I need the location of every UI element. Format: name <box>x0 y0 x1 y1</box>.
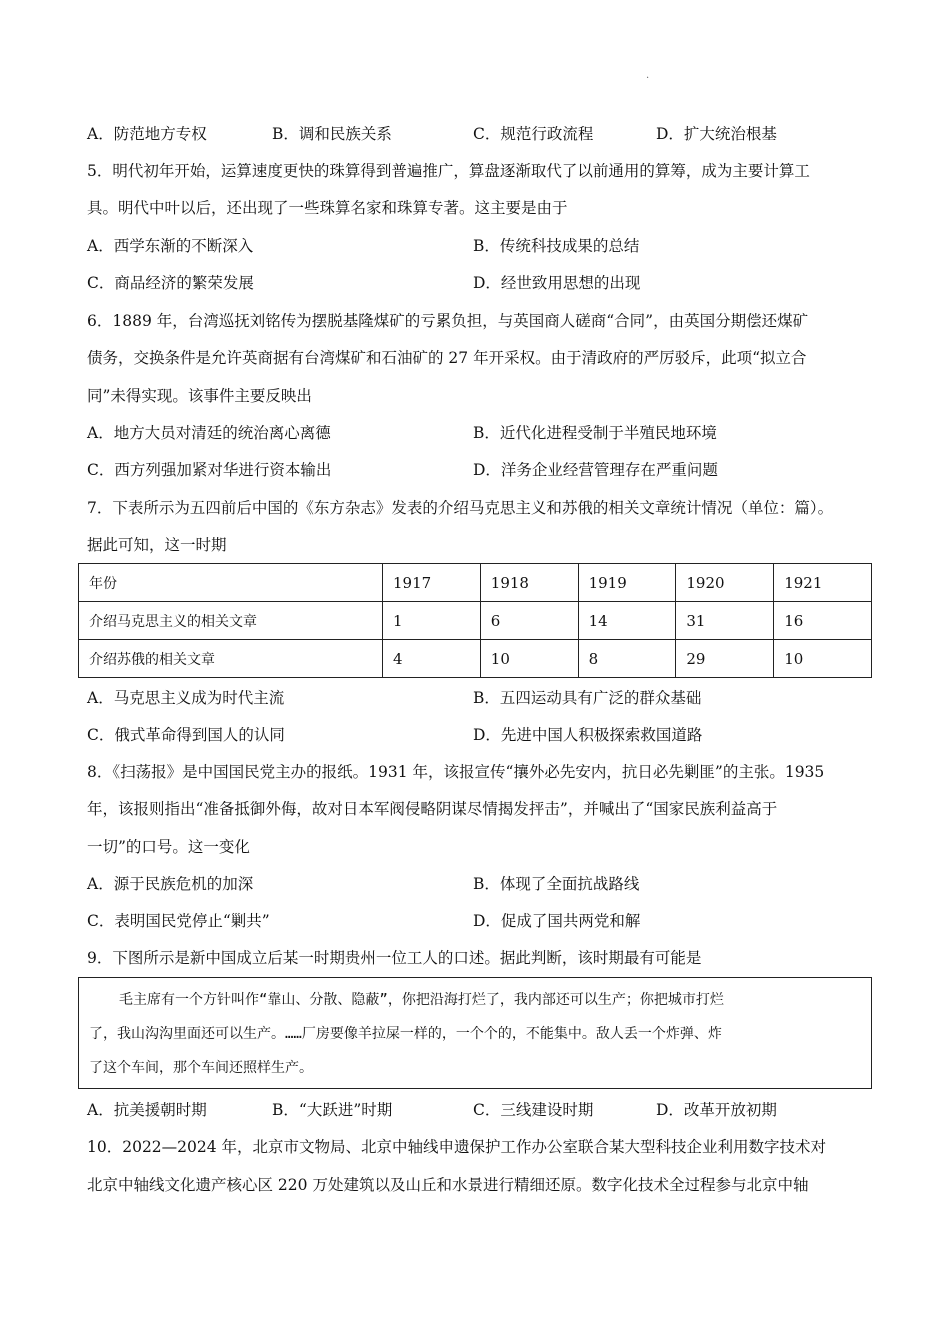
q5-stem-line-1: 5．明代初年开始，运算速度更快的珠算得到普遍推广，算盘逐渐取代了以前通用的算筹，成为主要计算工 <box>87 162 810 180</box>
q10-stem-line-2: 北京中轴线文化遗产核心区 220 万处建筑以及山丘和水景进行精细还原。数字化技术全过程参与北京中轴 <box>87 1176 809 1194</box>
q8-option-a[interactable]: A．源于民族危机的加深 <box>87 875 254 893</box>
q7-option-c[interactable]: C．俄式革命得到国人的认同 <box>87 726 285 744</box>
q7-option-d[interactable]: D．先进中国人积极探索救国道路 <box>473 726 703 744</box>
q9-option-a[interactable]: A．抗美援朝时期 <box>87 1101 207 1119</box>
q6-option-a[interactable]: A．地方大员对清廷的统治离心离德 <box>87 424 331 442</box>
q4-option-a[interactable]: A．防范地方专权 <box>87 125 207 143</box>
q9-quote-box <box>78 977 872 1089</box>
q7-option-b[interactable]: B．五四运动具有广泛的群众基础 <box>473 689 702 707</box>
q6-option-b[interactable]: B．近代化进程受制于半殖民地环境 <box>473 424 717 442</box>
q9-quote-line-3: 了这个车间，那个车间还照样生产。 <box>89 1060 313 1076</box>
table-header-cell: 1918 <box>480 564 578 602</box>
q6-stem-line-2: 债务，交换条件是允许英商据有台湾煤矿和石油矿的 27 年开采权。由于清政府的严厉驳斥，此项“拟立合 <box>87 349 807 367</box>
table-cell: 8 <box>578 640 676 678</box>
table-cell: 29 <box>676 640 774 678</box>
table-cell: 1 <box>383 602 481 640</box>
q6-stem-line-1: 6．1889 年，台湾巡抚刘铭传为摆脱基隆煤矿的亏累负担，与英国商人磋商“合同”，由英国分期偿还煤矿 <box>87 312 809 330</box>
table-header-cell: 1920 <box>676 564 774 602</box>
table-cell: 31 <box>676 602 774 640</box>
q9-option-b[interactable]: B．“大跃进”时期 <box>272 1101 393 1119</box>
q5-option-b[interactable]: B．传统科技成果的总结 <box>473 237 640 255</box>
q10-stem-line-1: 10．2022—2024 年，北京市文物局、北京中轴线申遗保护工作办公室联合某大型科技企业利用数字技术对 <box>87 1138 827 1156</box>
q9-stem-line-1: 9．下图所示是新中国成立后某一时期贵州一位工人的口述。据此判断，该时期最有可能是 <box>87 949 702 967</box>
q8-option-c[interactable]: C．表明国民党停止“剿共” <box>87 912 270 930</box>
table-cell: 16 <box>774 602 872 640</box>
q7-stem-line-2: 据此可知，这一时期 <box>87 536 227 554</box>
q8-option-d[interactable]: D．促成了国共两党和解 <box>473 912 641 930</box>
table-cell: 6 <box>480 602 578 640</box>
page-dot: . <box>646 70 650 81</box>
q8-stem-line-3: 一切”的口号。这一变化 <box>87 838 250 856</box>
q6-option-d[interactable]: D．洋务企业经营管理存在严重问题 <box>473 461 718 479</box>
q7-statistics-table <box>78 563 872 678</box>
q6-stem-line-3: 同”未得实现。该事件主要反映出 <box>87 387 312 405</box>
q8-option-b[interactable]: B．体现了全面抗战路线 <box>473 875 640 893</box>
table-cell: 4 <box>383 640 481 678</box>
table-header-cell: 1919 <box>578 564 676 602</box>
table-header-cell: 年份 <box>79 564 383 602</box>
q8-stem-line-1: 8．《扫荡报》是中国国民党主办的报纸。1931 年，该报宣传“攘外必先安内，抗日必先剿匪”的主张。1935 <box>87 763 825 781</box>
table-row <box>79 602 872 640</box>
q9-option-c[interactable]: C．三线建设时期 <box>473 1101 594 1119</box>
q9-option-d[interactable]: D．改革开放初期 <box>656 1101 777 1119</box>
table-cell: 介绍马克思主义的相关文章 <box>79 602 383 640</box>
table-cell: 10 <box>480 640 578 678</box>
q5-stem-line-2: 具。明代中叶以后，还出现了一些珠算名家和珠算专著。这主要是由于 <box>87 199 568 217</box>
table-cell: 14 <box>578 602 676 640</box>
q4-option-d[interactable]: D．扩大统治根基 <box>656 125 777 143</box>
q9-quote-line-2: 了，我山沟沟里面还可以生产。……厂房要像羊拉屎一样的，一个个的，不能集中。敌人丢一个炸弹、炸 <box>89 1026 722 1042</box>
q5-option-c[interactable]: C．商品经济的繁荣发展 <box>87 274 254 292</box>
q7-stem-line-1: 7．下表所示为五四前后中国的《东方杂志》发表的介绍马克思主义和苏俄的相关文章统计情况（单位：篇）。 <box>87 499 834 517</box>
table-header-row <box>79 564 872 602</box>
table-cell: 10 <box>774 640 872 678</box>
table-cell: 介绍苏俄的相关文章 <box>79 640 383 678</box>
q6-option-c[interactable]: C．西方列强加紧对华进行资本输出 <box>87 461 332 479</box>
q5-option-d[interactable]: D．经世致用思想的出现 <box>473 274 641 292</box>
q5-option-a[interactable]: A．西学东渐的不断深入 <box>87 237 254 255</box>
q7-option-a[interactable]: A．马克思主义成为时代主流 <box>87 689 285 707</box>
q4-option-c[interactable]: C．规范行政流程 <box>473 125 594 143</box>
table-header-cell: 1917 <box>383 564 481 602</box>
q4-option-b[interactable]: B．调和民族关系 <box>272 125 392 143</box>
q9-quote-line-1: 毛主席有一个方针叫作“靠山、分散、隐蔽”，你把沿海打烂了，我内部还可以生产；你把城市打烂 <box>119 992 724 1008</box>
q8-stem-line-2: 年，该报则指出“准备抵御外侮，故对日本军阀侵略阴谋尽情揭发抨击”，并喊出了“国家民族利益高于 <box>87 800 778 818</box>
table-row <box>79 640 872 678</box>
table-header-cell: 1921 <box>774 564 872 602</box>
